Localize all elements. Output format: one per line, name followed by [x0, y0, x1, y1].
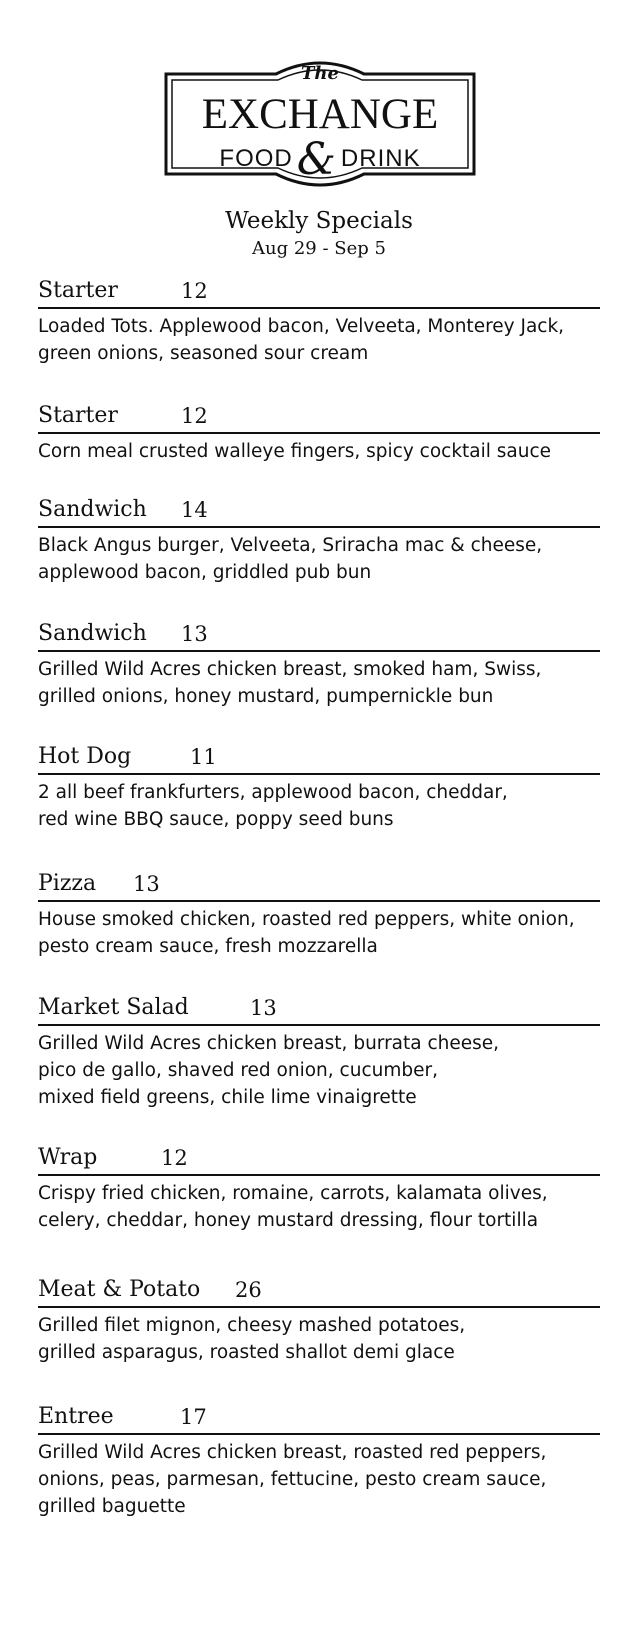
menu-item-price: 12: [181, 404, 208, 428]
menu-item-description: [38, 438, 600, 465]
description-line: grilled asparagus, roasted shallot demi glace: [38, 1342, 455, 1363]
menu-item-price: 17: [180, 1405, 207, 1429]
description-line: red wine BBQ sauce, poppy seed buns: [38, 809, 394, 830]
description-line: applewood bacon, griddled pub bun: [38, 562, 372, 583]
menu-item-name: Entree: [38, 1404, 114, 1429]
menu-item-name: Wrap: [38, 1145, 98, 1170]
menu-item: [38, 1401, 600, 1520]
menu-item-header: [38, 1401, 600, 1435]
menu-item-header: [38, 1142, 600, 1176]
page-title: Weekly Specials: [225, 208, 413, 234]
description-line: onions, peas, parmesan, fettucine, pesto cream sauce,: [38, 1469, 547, 1490]
logo-ampersand: &: [296, 134, 337, 185]
menu-item-description: [38, 1030, 600, 1111]
description-line: Grilled Wild Acres chicken breast, smoked ham, Swiss,: [38, 659, 542, 680]
description-line: Grilled Wild Acres chicken breast, roasted red peppers,: [38, 1442, 547, 1463]
date-range: Aug 29 - Sep 5: [252, 238, 386, 259]
description-line: green onions, seasoned sour cream: [38, 343, 369, 364]
menu-item: [38, 1274, 600, 1366]
menu-item-name: Meat & Potato: [38, 1277, 201, 1302]
description-line: grilled onions, honey mustard, pumpernickle bun: [38, 686, 494, 707]
menu-item-header: [38, 992, 600, 1026]
logo: [164, 54, 476, 194]
logo-the: The: [301, 63, 339, 84]
menu-item-header: [38, 868, 600, 902]
menu-item-name: Starter: [38, 403, 118, 428]
menu-item-name: Starter: [38, 278, 118, 303]
menu-item: [38, 400, 600, 465]
menu-item-price: 12: [181, 279, 208, 303]
menu-item-price: 14: [181, 498, 208, 522]
menu-item-description: [38, 656, 600, 710]
menu-item-description: [38, 1312, 600, 1366]
menu-item-price: 13: [133, 872, 160, 896]
menu-item-price: 13: [250, 996, 277, 1020]
logo-subtitle: [164, 134, 476, 185]
menu-item-header: [38, 400, 600, 434]
menu-item-name: Hot Dog: [38, 744, 132, 769]
menu-item-description: [38, 532, 600, 586]
menu-item-description: [38, 779, 600, 833]
menu-item: [38, 868, 600, 960]
menu-item-description: [38, 1180, 600, 1234]
menu-item-header: [38, 741, 600, 775]
menu-item-name: Sandwich: [38, 497, 147, 522]
menu-item: [38, 992, 600, 1111]
description-line: Grilled filet mignon, cheesy mashed potatoes,: [38, 1315, 466, 1336]
description-line: House smoked chicken, roasted red peppers, white onion,: [38, 909, 575, 930]
description-line: mixed field greens, chile lime vinaigrette: [38, 1087, 417, 1108]
menu-item-header: [38, 494, 600, 528]
logo-sub-left: FOOD: [219, 145, 293, 172]
logo-name: EXCHANGE: [201, 91, 439, 138]
menu-item: [38, 1142, 600, 1234]
description-line: Corn meal crusted walleye fingers, spicy cocktail sauce: [38, 441, 552, 462]
description-line: Loaded Tots. Applewood bacon, Velveeta, Monterey Jack,: [38, 316, 565, 337]
logo-sub-right: DRINK: [340, 145, 421, 172]
description-line: pico de gallo, shaved red onion, cucumber,: [38, 1060, 438, 1081]
description-line: Grilled Wild Acres chicken breast, burrata cheese,: [38, 1033, 500, 1054]
menu-item-description: [38, 906, 600, 960]
menu-item-name: Sandwich: [38, 621, 147, 646]
menu-item-header: [38, 618, 600, 652]
menu-item-description: [38, 313, 600, 367]
menu-item-price: 26: [235, 1278, 262, 1302]
menu-item-name: Market Salad: [38, 995, 189, 1020]
menu-item: [38, 275, 600, 367]
description-line: grilled baguette: [38, 1496, 186, 1517]
menu-item-price: 12: [161, 1146, 188, 1170]
description-line: celery, cheddar, honey mustard dressing, flour tortilla: [38, 1210, 539, 1231]
description-line: Crispy fried chicken, romaine, carrots, kalamata olives,: [38, 1183, 548, 1204]
menu-item: [38, 741, 600, 833]
menu-item-header: [38, 1274, 600, 1308]
menu-item: [38, 618, 600, 710]
menu-item-price: 11: [190, 745, 217, 769]
description-line: Black Angus burger, Velveeta, Sriracha mac & cheese,: [38, 535, 543, 556]
menu-item-price: 13: [181, 622, 208, 646]
menu-item-description: [38, 1439, 600, 1520]
menu-item-name: Pizza: [38, 871, 97, 896]
menu-item-header: [38, 275, 600, 309]
description-line: pesto cream sauce, fresh mozzarella: [38, 936, 378, 957]
description-line: 2 all beef frankfurters, applewood bacon, cheddar,: [38, 782, 508, 803]
menu-item: [38, 494, 600, 586]
